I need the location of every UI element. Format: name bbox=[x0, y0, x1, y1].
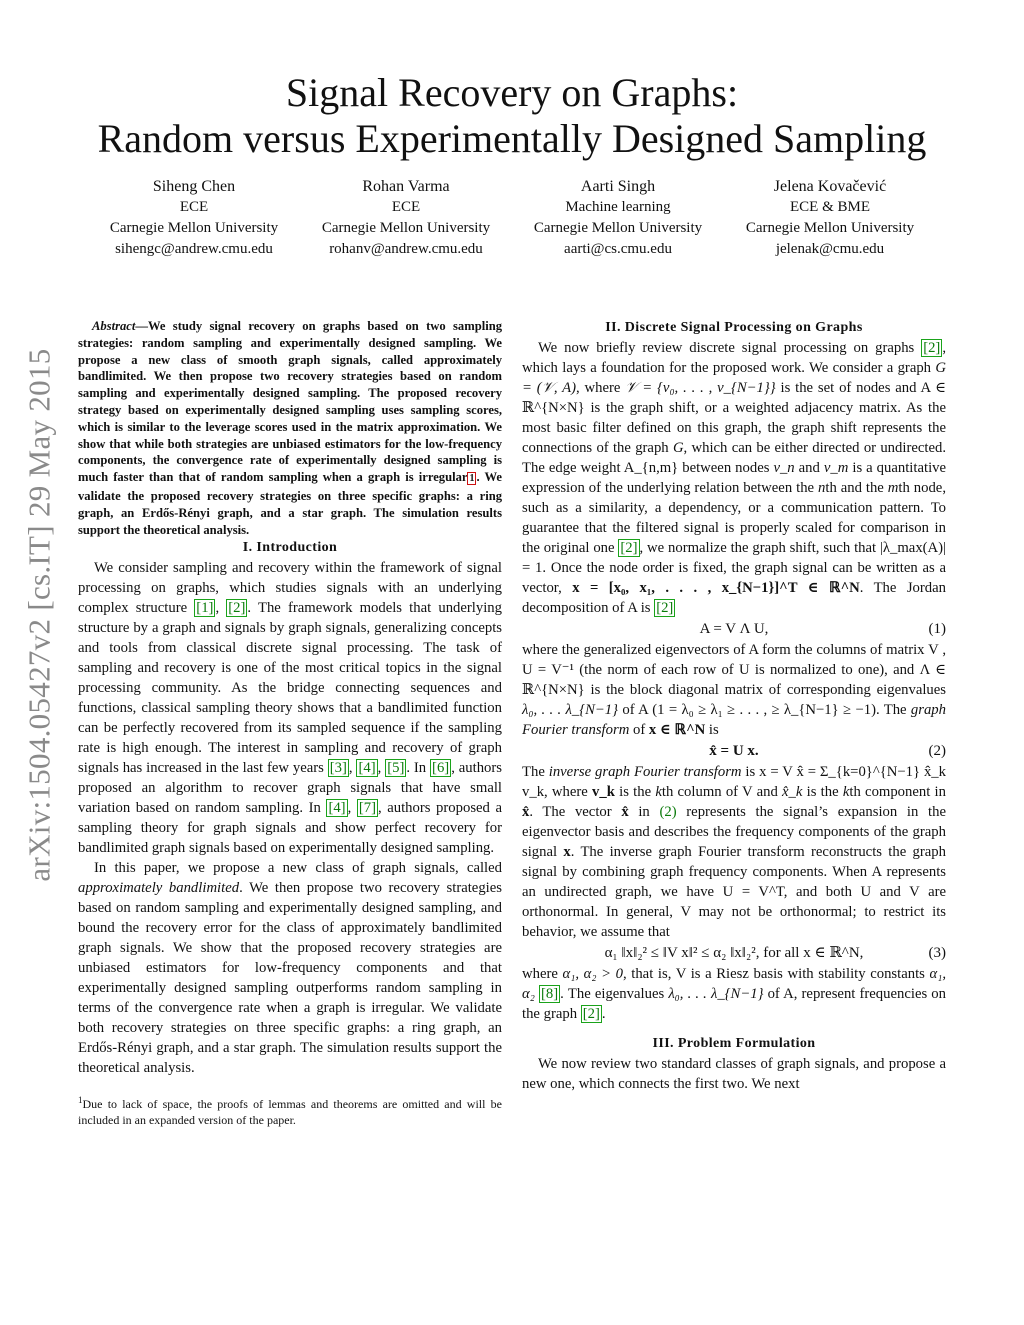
equation-number: (2) bbox=[928, 743, 946, 759]
text-run: . The framework models that underlying structure by a graph and signals by graph signals, generalizing concepts and tools from classical discrete signal processing. The task of sampling and recovery is one of the most critical topics in the signal processing community. As the bridge connecting sequences and functions, classical sampling theory shows that a bandlimited function can be perfectly recovered from its sampled sequence if the sampling rate is high enough. The interest in sampling and recovery of graph signals has increased in the last few years bbox=[78, 600, 502, 777]
math-inline: A_{n,m} bbox=[623, 460, 679, 476]
text-run: . bbox=[601, 1006, 606, 1022]
text-run: th and the bbox=[825, 480, 888, 496]
math-inline: U = V^T bbox=[722, 884, 784, 900]
author-affiliation: Carnegie Mellon University bbox=[109, 220, 279, 236]
text-run: is the graph shift, or a weighted adjacency matrix. As the most basic filter defined on this graph, the graph shift represents the connections of the graph bbox=[522, 400, 946, 456]
math-inline: G = (𝒱, A) bbox=[522, 360, 946, 396]
text-run: where bbox=[522, 966, 563, 982]
arxiv-identifier-stamp bbox=[8, 320, 72, 910]
math-inline: 𝒱 = {v₀, . . . , v_{N−1}} bbox=[625, 380, 776, 396]
emphasis-text: approximately bandlimited bbox=[78, 880, 240, 897]
text-run: th column of V and bbox=[661, 784, 783, 800]
citation-link[interactable]: [4] bbox=[328, 800, 346, 817]
citation-link[interactable]: [8] bbox=[540, 986, 559, 1002]
math-inline: α₁, α₂ bbox=[522, 966, 946, 1002]
math-inline: (1 = λ₀ ≥ λ₁ ≥ . . . , ≥ λ_{N−1} ≥ −1) bbox=[652, 702, 876, 718]
text-run: We consider sampling and recovery within the framework of signal processing on graphs, which studies signals with an underlying complex structure bbox=[78, 560, 502, 617]
emphasis-text: inverse graph Fourier transform bbox=[548, 764, 742, 780]
author-block bbox=[88, 176, 936, 260]
equation-1 bbox=[522, 618, 946, 640]
text-run: , where bbox=[544, 784, 593, 800]
math-inline: x bbox=[563, 844, 571, 860]
text-run: . The Jordan decomposition of A is bbox=[522, 580, 946, 616]
citation-link[interactable]: [7] bbox=[358, 800, 376, 817]
math-inline: x = [x₀, x₁, . . . , x_{N−1}]^T ∈ ℝ^N bbox=[572, 580, 860, 596]
text-run: and bbox=[794, 460, 824, 476]
math-inline: A ∈ ℝ^{N×N} bbox=[522, 380, 947, 416]
author-affiliation: Carnegie Mellon University bbox=[533, 220, 703, 236]
text-run: In this paper, we propose a new class of graph signals, called bbox=[94, 860, 502, 877]
author-1 bbox=[88, 176, 300, 260]
text-run: is bbox=[741, 764, 760, 780]
citation-link[interactable]: [2] bbox=[620, 540, 638, 556]
text-run: . In bbox=[406, 760, 431, 777]
equation-number: (3) bbox=[928, 945, 946, 961]
math-inline: k bbox=[655, 784, 662, 800]
equation-3 bbox=[522, 942, 946, 964]
problem-paragraph-1: We now review two standard classes of graph signals, and propose a new one, which connects the first two. We next bbox=[522, 1056, 946, 1092]
citation-link[interactable]: [2] bbox=[582, 1006, 600, 1022]
title-line-2: Random versus Experimentally Designed Sampling bbox=[97, 116, 927, 161]
equation-body: A = V Λ U, bbox=[699, 621, 769, 637]
author-dept: Machine learning bbox=[565, 199, 671, 215]
footnote-number: 1 bbox=[78, 1095, 83, 1106]
math-inline: |λ_max(A)| = 1 bbox=[522, 540, 946, 576]
abstract bbox=[78, 318, 502, 538]
math-inline: λ₀, . . . λ_{N−1} bbox=[522, 702, 619, 718]
title-line-1: Signal Recovery on Graphs: bbox=[285, 70, 739, 115]
citation-link[interactable]: [2] bbox=[656, 600, 674, 616]
equation-ref-link[interactable]: (2) bbox=[659, 804, 677, 820]
math-inline: x ∈ ℝ^N bbox=[648, 722, 706, 738]
intro-paragraph-1: We consider sampling and recovery within the framework of signal processing on graphs, which studies signals with an underlying complex structure [1] , [2] . The framework models that underlying structure by a graph and signals by graph signals, generalizing concepts and tools from classical discrete signal processing. The task of sampling and recovery is one of the most critical topics in the signal processing community. As the bridge connecting sequences and functions, classical sampling theory shows that a bandlimited function can be perfectly recovered from its sampled sequence if the sampling rate is high enough. The interest in sampling and recovery of graph signals has increased in the last few years [3] , [4] , [5] . In [6] , authors proposed an algorithm to recover graph signals that have small variation based on random sampling. In [4] , [7] , authors proposed a sampling theory for graph signals and show perfect recovery for bandlimited graph signals based on experimentally designed sampling. bbox=[78, 560, 502, 857]
text-run: is the set of nodes and bbox=[775, 380, 921, 396]
text-run: of bbox=[629, 722, 649, 738]
abstract-label: Abstract bbox=[92, 319, 136, 333]
paper-title bbox=[0, 70, 1024, 162]
math-inline: v_m bbox=[823, 460, 849, 476]
author-name: Siheng Chen bbox=[152, 178, 236, 195]
author-email: jelenak@cmu.edu bbox=[775, 241, 885, 257]
citation-link[interactable]: [5] bbox=[387, 760, 405, 777]
footnote-text: Due to lack of space, the proofs of lemmas and theorems are omitted and will be included in an expanded version of the paper. bbox=[78, 1097, 502, 1128]
math-inline: x̂ bbox=[621, 804, 629, 820]
citation-link[interactable]: [6] bbox=[432, 760, 450, 777]
author-name: Jelena Kovačević bbox=[773, 178, 887, 195]
math-inline: Λ ∈ ℝ^{N×N} bbox=[522, 662, 946, 698]
math-inline: x̂ bbox=[522, 804, 530, 820]
math-inline: x = V x̂ = Σ_{k=0}^{N−1} x̂_k v_k bbox=[522, 764, 946, 800]
citation-link[interactable]: [2] bbox=[923, 340, 941, 356]
section-heading-introduction: I. Introduction bbox=[242, 540, 338, 556]
abstract-text-cont: . We validate the proposed recovery strategies on three specific graphs: a ring graph, an Erdős-Rényi graph, and a star graph. The simulation results support the theoretical analysis. bbox=[78, 470, 503, 537]
emphasis-text: graph Fourier transform bbox=[522, 702, 946, 738]
text-run: , authors proposed a sampling theory for graph signals and show perfect recovery for bandlimited graph signals based on experimentally designed sampling. bbox=[78, 800, 502, 857]
text-run: . The bbox=[875, 702, 911, 718]
text-run: . The inverse graph Fourier transform reconstructs the graph signal by combining graph frequency components. When A represents an undirected graph, we have bbox=[522, 844, 946, 900]
math-inline: k bbox=[842, 784, 850, 800]
math-inline: α₁, α₂ > 0 bbox=[562, 966, 623, 982]
text-run: We now briefly review discrete signal processing on graphs bbox=[538, 340, 922, 356]
arxiv-id-text: arXiv:1504.05427v2 [cs.IT] 29 May 2015 bbox=[22, 348, 57, 882]
author-dept: ECE & BME bbox=[789, 199, 870, 215]
citation-link[interactable]: [2] bbox=[228, 600, 246, 617]
intro-paragraph-2 bbox=[78, 858, 502, 1078]
math-inline: v_k bbox=[592, 784, 615, 800]
text-run: is the bbox=[614, 784, 656, 800]
text-run: , authors proposed an algorithm to recover graph signals that have small variation based on random sampling. In bbox=[78, 760, 502, 817]
author-email: aarti@cs.cmu.edu bbox=[564, 241, 672, 257]
author-email: rohanv@andrew.cmu.edu bbox=[329, 241, 483, 257]
text-run: between nodes bbox=[678, 460, 774, 476]
footnote-ref-link[interactable]: 1 bbox=[469, 473, 475, 485]
author-3 bbox=[512, 176, 724, 260]
text-run: , where bbox=[576, 380, 626, 396]
text-run: . The eigenvalues bbox=[560, 986, 669, 1002]
text-run: , we normalize the graph shift, such that bbox=[639, 540, 880, 556]
dsp-paragraph-3 bbox=[522, 762, 946, 942]
text-run: represents the signal’s expansion in the eigenvector basis and describes the frequency components of the graph signal bbox=[522, 804, 946, 860]
text-run: of A, represent frequencies on the graph bbox=[522, 986, 946, 1022]
footnote bbox=[78, 1092, 502, 1128]
author-affiliation: Carnegie Mellon University bbox=[745, 220, 915, 236]
math-inline: m bbox=[887, 480, 899, 496]
author-dept: ECE bbox=[179, 199, 209, 215]
text-run: . The vector bbox=[529, 804, 622, 820]
text-run: where the generalized eigenvectors of A form the columns of matrix V , U = V⁻¹ (the norm of each row of U is normalized to one), and bbox=[522, 642, 946, 678]
citation-link[interactable]: [4] bbox=[358, 760, 376, 777]
math-inline: v_n bbox=[773, 460, 795, 476]
dsp-paragraph-4 bbox=[522, 964, 946, 1024]
abstract-dash: — bbox=[135, 319, 148, 333]
citation-link[interactable]: [1] bbox=[196, 600, 214, 617]
author-name: Rohan Varma bbox=[362, 178, 450, 195]
text-run: , which can be either directed or undirected. The edge weight bbox=[522, 440, 946, 476]
author-name: Aarti Singh bbox=[580, 178, 656, 195]
author-affiliation: Carnegie Mellon University bbox=[321, 220, 491, 236]
author-dept: ECE bbox=[391, 199, 421, 215]
text-run: th component in bbox=[849, 784, 946, 800]
dsp-paragraph-1 bbox=[522, 338, 946, 618]
left-column bbox=[78, 318, 502, 1128]
equation-2 bbox=[522, 740, 946, 762]
text-run: is a quantitative expression of the underlying relation between the bbox=[522, 460, 947, 496]
math-inline: G bbox=[672, 440, 684, 456]
author-4 bbox=[724, 176, 936, 260]
text-run: , which lays a foundation for the proposed work. We consider a graph bbox=[522, 340, 946, 376]
text-run: is bbox=[705, 722, 719, 738]
text-run: , and both U and V are orthonormal. In general, V may not be orthonormal; to restrict its behavior, we assume that bbox=[522, 884, 947, 940]
text-run: . Once the node order is fixed, the graph signal can be written as a vector, bbox=[522, 560, 946, 596]
equation-body: x̂ = U x. bbox=[709, 743, 759, 759]
equation-body: α₁ ‖x‖₂² ≤ ‖V x‖² ≤ α₂ ‖x‖₂², for all x ∈ ℝ^N, bbox=[604, 945, 864, 961]
text-run: is the block diagonal matrix of corresponding eigenvalues bbox=[584, 682, 946, 698]
section-heading-problem-formulation: III. Problem Formulation bbox=[652, 1036, 816, 1051]
equation-number: (1) bbox=[928, 621, 946, 637]
text-run: is the bbox=[802, 784, 843, 800]
citation-link[interactable]: [3] bbox=[329, 760, 347, 777]
text-run: The bbox=[522, 764, 549, 780]
dsp-paragraph-2 bbox=[522, 640, 946, 740]
math-inline: n bbox=[818, 480, 826, 496]
text-run: in bbox=[628, 804, 660, 820]
text-run: , that is, V is a Riesz basis with stability constants bbox=[622, 966, 930, 982]
right-column bbox=[522, 318, 946, 1094]
text-run: of A bbox=[618, 702, 653, 718]
text-run: . We then propose two recovery strategies based on random sampling and experimentally designed sampling, and bound the recovery error for the class of approximately bandlimited graph signals. We show that the proposed recovery strategies are unbiased estimators for low-frequency components and that experimentally designed sampling outperforms random sampling in terms of the convergence rate when a graph is irregular. We validate both recovery strategies on three specific graphs: a ring graph, an Erdős-Rényi graph, and a star graph. The simulation results support the theoretical analysis. bbox=[78, 880, 502, 1077]
math-inline: x̂_k bbox=[782, 784, 803, 800]
abstract-text: We study signal recovery on graphs based on two sampling strategies: random sampling and experimentally designed sampling. We propose a new class of smooth graph signals, called approximately bandlimited. We then propose two recovery strategies based on random sampling and experimentally designed sampling. The proposed recovery strategy based on experimentally designed sampling uses sampling scores, which is similar to the leverage scores used in the matrix approximation. We show that while both strategies are unbiased estimators for the low-frequency components, the convergence rate of experimentally designed sampling is much faster than that of random sampling when a graph is irregular bbox=[78, 319, 502, 485]
author-email: sihengc@andrew.cmu.edu bbox=[115, 241, 273, 257]
math-inline: λ₀, . . . λ_{N−1} bbox=[668, 986, 764, 1002]
author-2 bbox=[300, 176, 512, 260]
text-run: th node, such as a similarity, a dependency, or a communication pattern. To guarantee that the filtered signal is properly scaled for comparison in the original one bbox=[522, 480, 946, 556]
section-heading-dsp-on-graphs: II. Discrete Signal Processing on Graphs bbox=[605, 320, 863, 335]
